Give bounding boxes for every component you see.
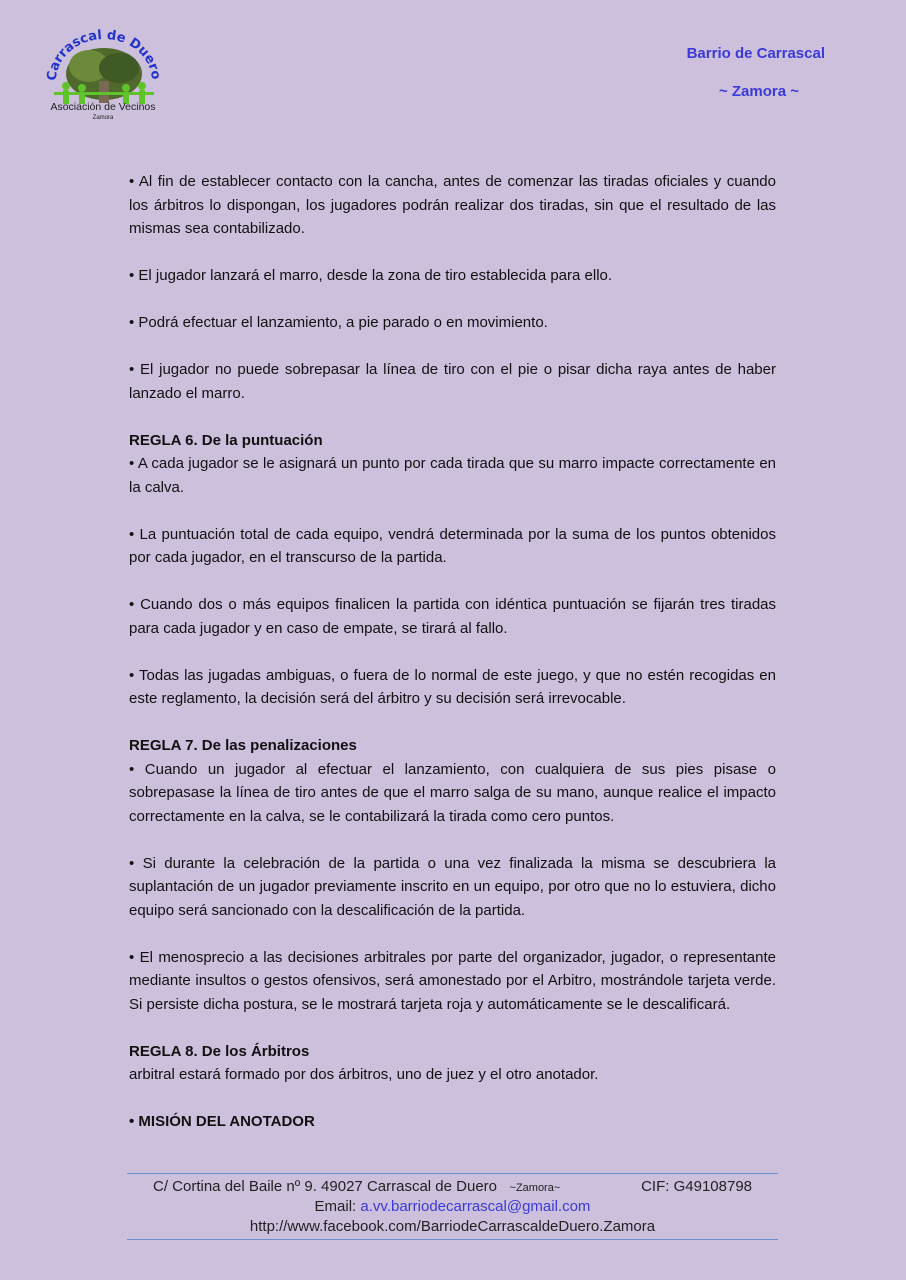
paragraph: • Cuando dos o más equipos finalicen la partida con idéntica puntuación se fijarán tres tiradas para cada jugador y en caso de empate, se tirará al fallo. <box>129 596 776 637</box>
footer-address: C/ Cortina del Baile nº 9. 49027 Carrascal de Duero <box>153 1178 497 1195</box>
footer-divider-top <box>127 1173 778 1174</box>
logo-subcaption: Zamora <box>92 115 114 121</box>
section-heading: REGLA 7. De las penalizaciones <box>129 737 357 754</box>
footer-cif: CIF: G49108798 <box>641 1178 752 1195</box>
paragraph: • MISIÓN DEL ANOTADOR <box>129 1113 315 1130</box>
paragraph: arbitral estará formado por dos árbitros, uno de juez y el otro anotador. <box>129 1066 599 1083</box>
header-title: Barrio de Carrascal <box>686 45 825 62</box>
logo-arc-text: Carrascal de Duero <box>44 27 164 82</box>
footer-address-line <box>127 1178 778 1195</box>
footer-email-line <box>127 1198 778 1215</box>
section-heading: REGLA 8. De los Árbitros <box>129 1042 310 1060</box>
paragraph: • El menosprecio a las decisiones arbitrales por parte del organizador, jugador, o representante mediante insultos o gestos ofensivos, será amonestado por el Arbitro, mostrándole tarjeta verde. Si persiste dicha postura, se le mostrará tarjeta roja y automáticamente se le descalificará. <box>129 948 776 1013</box>
document-body <box>129 170 776 1157</box>
footer-divider-bottom <box>127 1239 778 1240</box>
footer-email-label: Email: <box>314 1198 357 1215</box>
footer-zamora: ~Zamora~ <box>509 1182 561 1194</box>
paragraph: • Al fin de establecer contacto con la cancha, antes de comenzar las tiradas oficiales y cuando los árbitros lo dispongan, los jugadores podrán realizar dos tiradas, sin que el resultado de las mismas sea contabilizado. <box>129 173 776 237</box>
paragraph: • El jugador lanzará el marro, desde la zona de tiro establecida para ello. <box>129 267 613 284</box>
paragraph: • A cada jugador se le asignará un punto por cada tirada que su marro impacte correctamente en la calva. <box>129 455 776 496</box>
paragraph: • Todas las jugadas ambiguas, o fuera de lo normal de este juego, y que no estén recogidas en este reglamento, la decisión será del árbitro y su decisión será irrevocable. <box>129 666 776 707</box>
paragraph: • Cuando un jugador al efectuar el lanzamiento, con cualquiera de sus pies pisase o sobrepasase la línea de tiro antes de que el marro salga de su mano, aunque realice el impacto correctamente en la calva, se le contabilizará la tirada como cero puntos. <box>129 760 776 825</box>
section-heading: REGLA 6. De la puntuación <box>129 431 323 449</box>
paragraph: • La puntuación total de cada equipo, vendrá determinada por la suma de los puntos obtenidos por cada jugador, en el transcurso de la partida. <box>129 525 776 566</box>
paragraph: • Si durante la celebración de la partida o una vez finalizada la misma se descubriera la suplantación de un jugador previamente inscrito en un equipo, por otro que no lo estuviera, dicho equipo será sancionado con la descalificación de la partida. <box>129 854 776 919</box>
logo-caption <box>44 102 162 124</box>
footer-url[interactable]: http://www.facebook.com/BarriodeCarrascaldeDuero.Zamora <box>249 1218 656 1235</box>
header-subtitle: ~ Zamora ~ <box>718 83 799 100</box>
footer-email-link[interactable]: a.vv.barriodecarrascal@gmail.com <box>360 1198 591 1215</box>
paragraph: • Podrá efectuar el lanzamiento, a pie parado o en movimiento. <box>129 314 548 331</box>
paragraph: • El jugador no puede sobrepasar la línea de tiro con el pie o pisar dicha raya antes de haber lanzado el marro. <box>129 361 776 402</box>
logo-caption-text: Asociación de Vecinos <box>50 101 156 113</box>
